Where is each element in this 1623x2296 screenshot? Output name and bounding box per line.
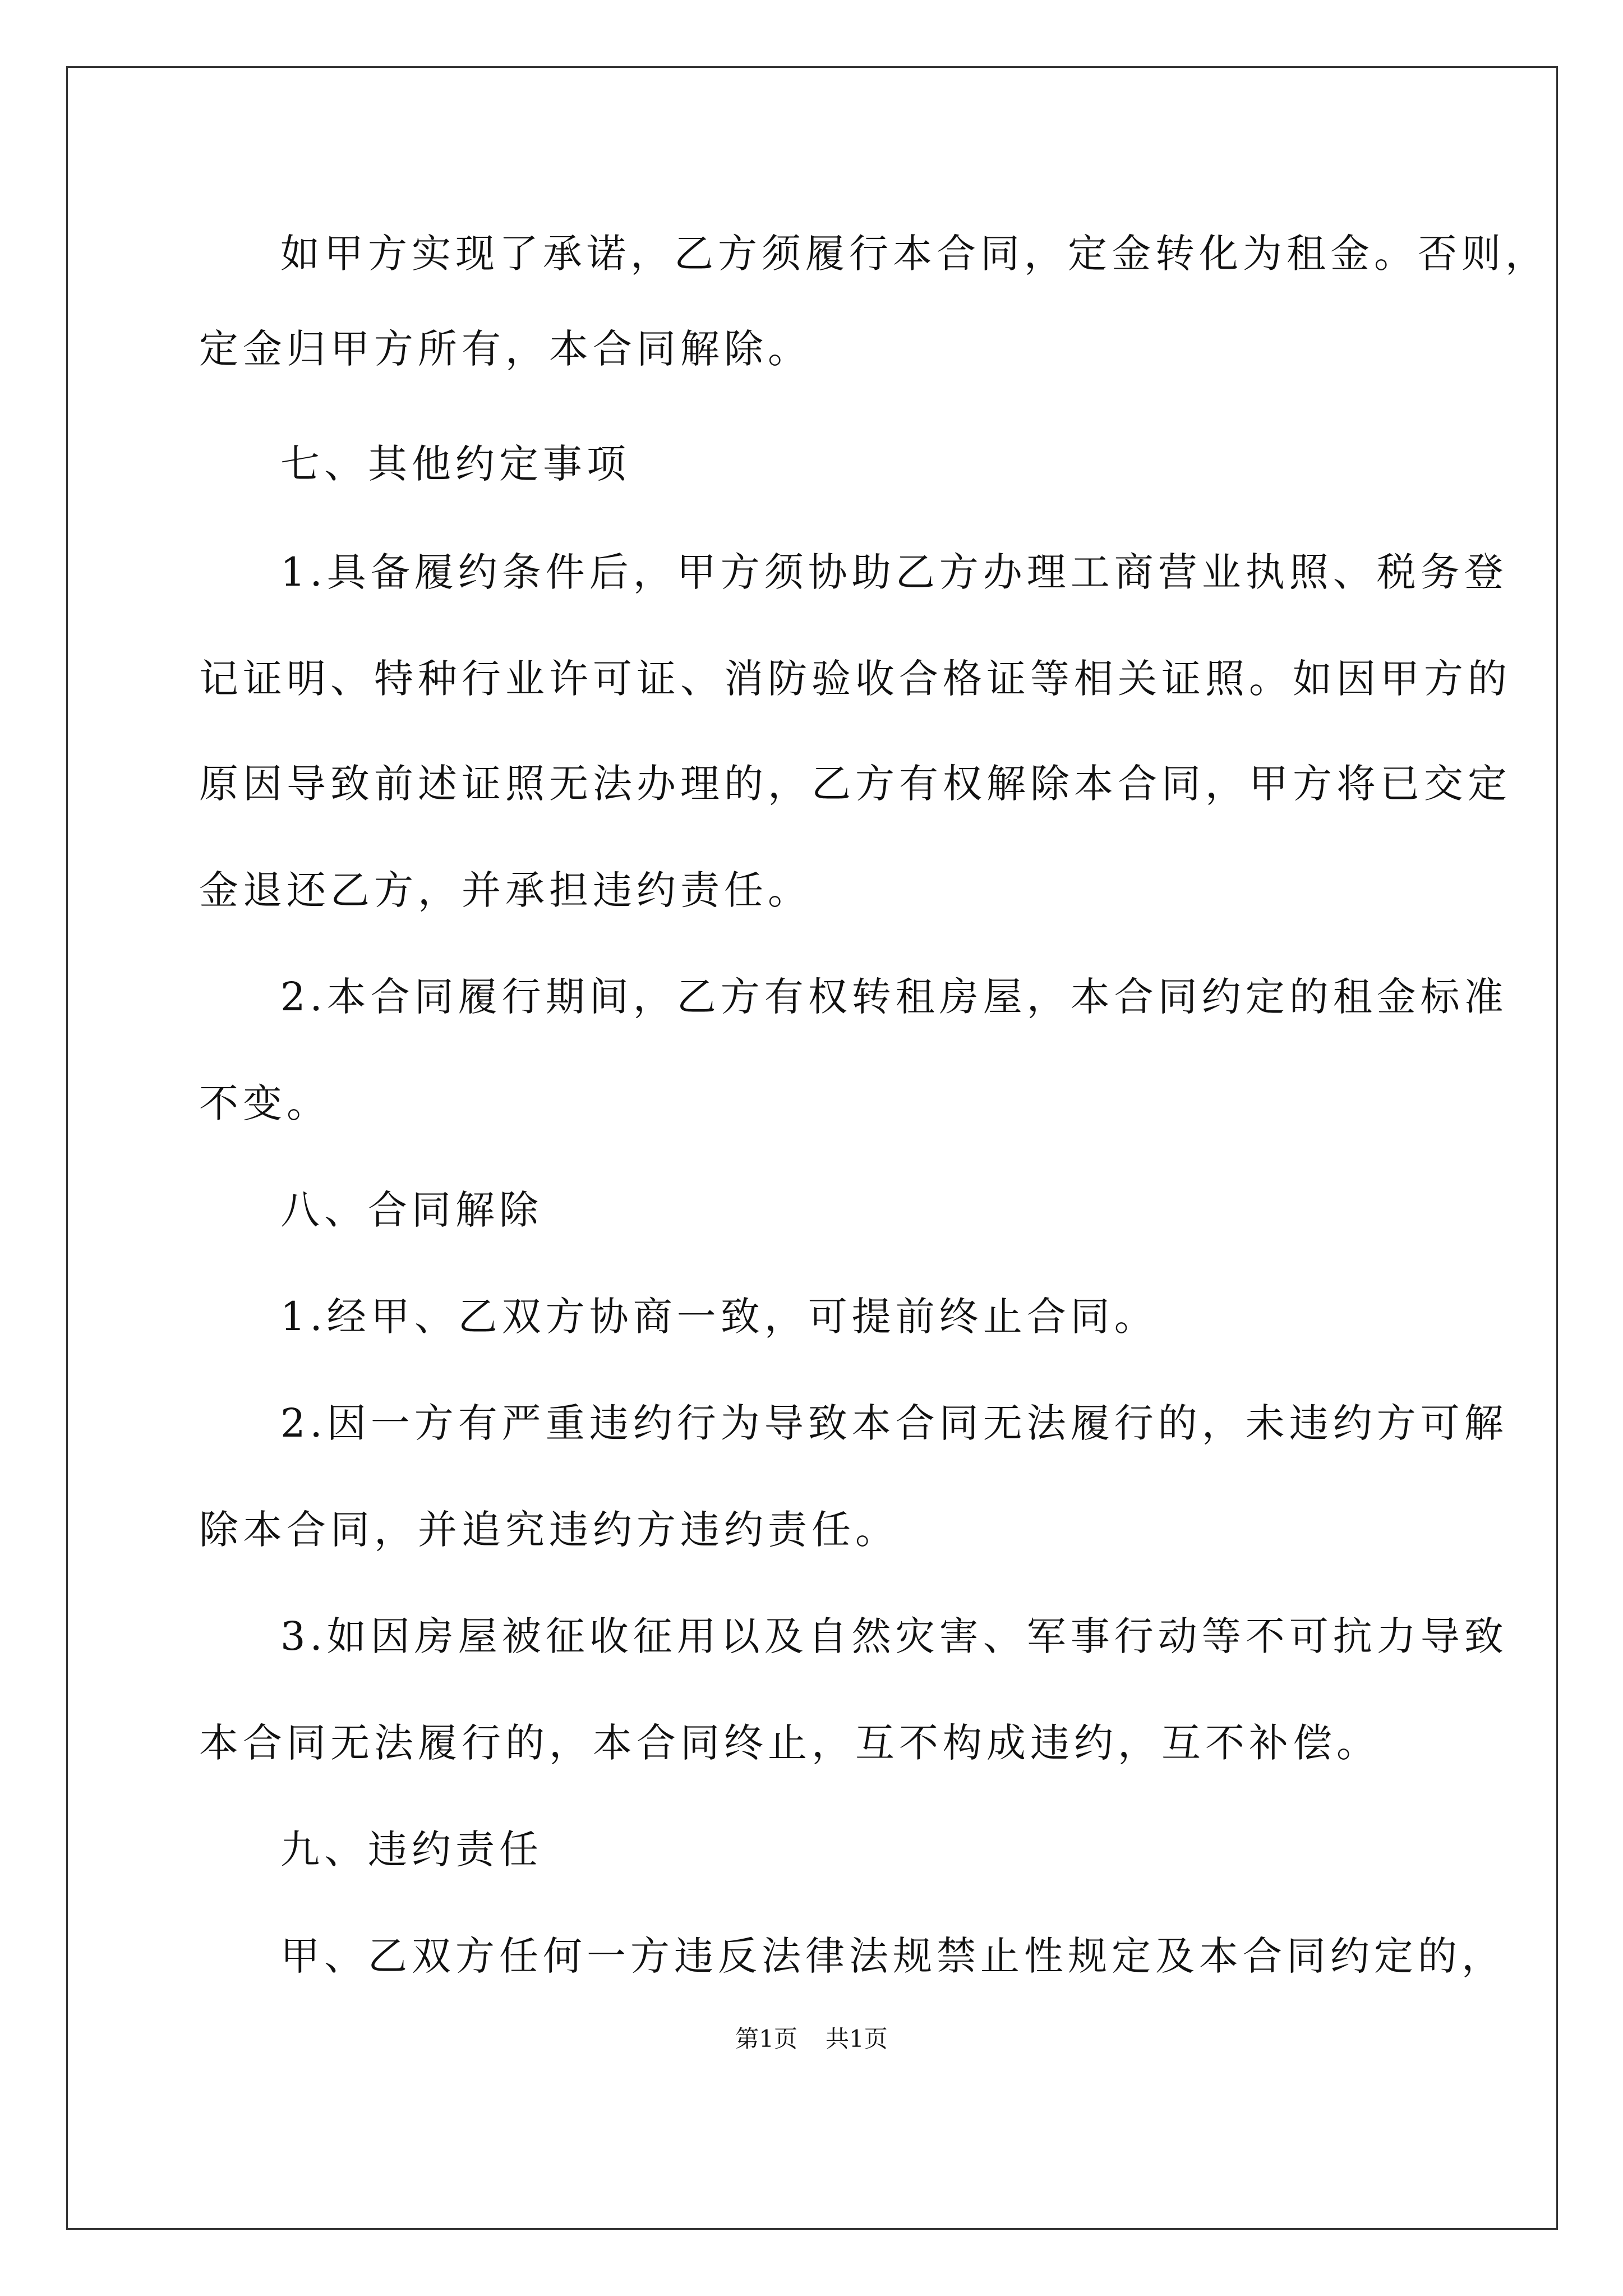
section-heading: 七、其他约定事项 — [280, 441, 630, 487]
page-footer — [0, 2025, 1623, 2053]
paragraph-line: 记证明、特种行业许可证、消防验收合格证等相关证照。如因甲方的 — [199, 656, 1511, 702]
section-heading: 九、违约责任 — [280, 1826, 543, 1872]
page-total: 共1页 — [826, 2025, 888, 2053]
paragraph-line: 1.经甲、乙双方协商一致，可提前终止合同。 — [280, 1294, 1158, 1340]
paragraph-line: 如甲方实现了承诺，乙方须履行本合同，定金转化为租金。否则， — [280, 231, 1549, 277]
paragraph-line: 除本合同，并追究违约方违约责任。 — [199, 1507, 899, 1553]
paragraph-line: 2.因一方有严重违约行为导致本合同无法履行的，未违约方可解 — [280, 1400, 1508, 1446]
paragraph-line: 定金归甲方所有，本合同解除。 — [199, 326, 811, 372]
paragraph-line: 不变。 — [199, 1080, 330, 1126]
page-number: 第1页 — [735, 2025, 797, 2053]
section-heading: 八、合同解除 — [280, 1187, 543, 1233]
page-border — [66, 66, 1558, 2230]
paragraph-line: 3.如因房屋被征收征用以及自然灾害、军事行动等不可抗力导致 — [280, 1613, 1508, 1659]
paragraph-line: 本合同无法履行的，本合同终止，互不构成违约，互不补偿。 — [199, 1720, 1380, 1766]
paragraph-line: 1.具备履约条件后，甲方须协助乙方办理工商营业执照、税务登 — [280, 549, 1508, 595]
paragraph-line: 甲、乙双方任何一方违反法律法规禁止性规定及本合同约定的， — [280, 1933, 1505, 1979]
paragraph-line: 原因导致前述证照无法办理的，乙方有权解除本合同，甲方将已交定 — [199, 761, 1511, 807]
paragraph-line: 金退还乙方，并承担违约责任。 — [199, 867, 811, 913]
paragraph-line: 2.本合同履行期间，乙方有权转租房屋，本合同约定的租金标准 — [280, 974, 1508, 1020]
